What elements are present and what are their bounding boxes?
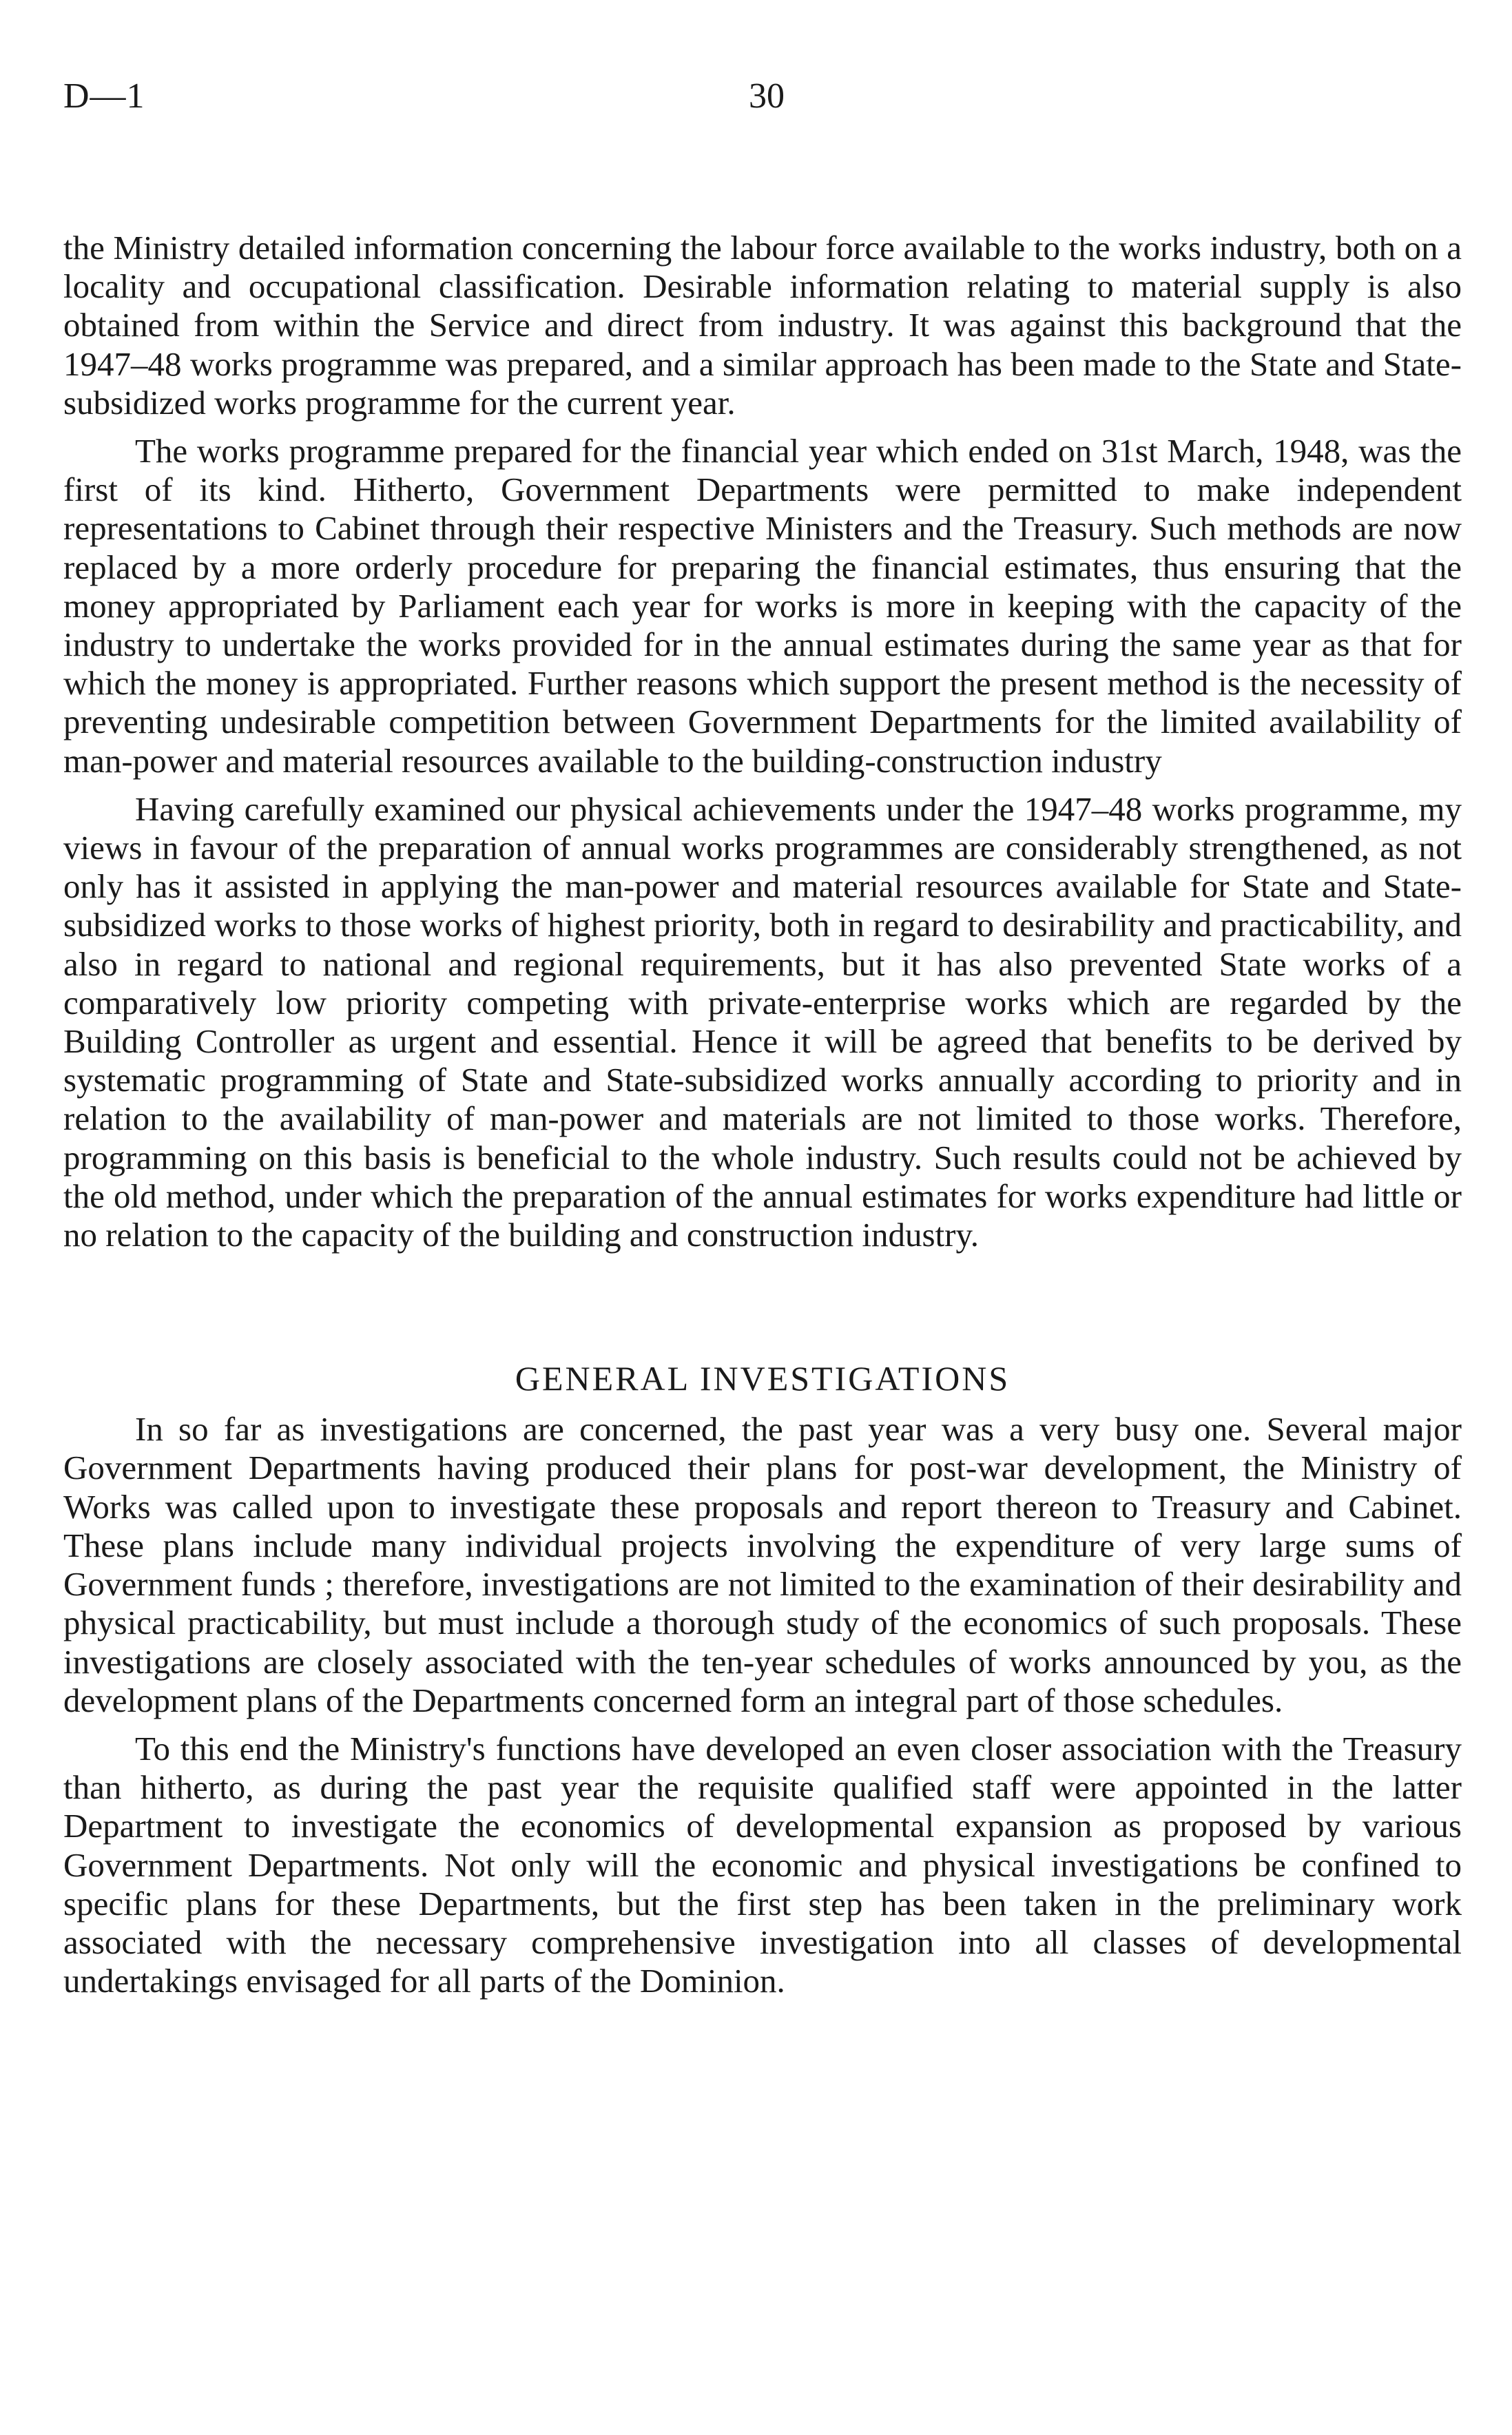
document-page [63,69,1462,2000]
section-general-investigations [63,1359,1462,2000]
section-heading: GENERAL INVESTIGATIONS [515,1359,1011,1398]
paragraph-works-programme-first-of-kind: The works programme prepared for the financial year which ended on 31st March, 1948, was the first of its kind. Hitherto, Government Departments were permitted to make independent representations to Cabinet through their respective Ministers and the Treasury. Such methods are now replaced by a more orderly procedure for preparing the financial estimates, thus ensuring that the money appropriated by Parliament each year for works is more in keeping with the capacity of the industry to undertake the works provided for in the annual estimates during the same year as that for which the money is appropriated. Further reasons which support the present method is the necessity of preventing undesirable competition between Government Departments for the limited availability of man-power and material resources available to the building-construction industry [63,432,1462,780]
paragraph-investigations-busy-year: In so far as investigations are concerned, the past year was a very busy one. Several major Government Departments having produced their plans for post-war development, the Ministry of Works was called upon to investigate these proposals and report thereon to Treasury and Cabinet. These plans include many individual projects involving the expenditure of very large sums of Government funds ; therefore, investigations are not limited to the examination of their desirability and physical practicability, but must include a thorough study of the economics of such proposals. These investigations are closely associated with the ten-year schedules of works announced by you, as the development plans of the Departments concerned form an integral part of those schedules. [63,1410,1462,1719]
paragraph-physical-achievements: Having carefully examined our physical achievements under the 1947–48 works programme, my views in favour of the preparation of annual works programmes are considerably strengthened, as not only has it assisted in applying the man-power and material resources available for State and State-subsidized works to those works of highest priority, both in regard to desirability and practicability, and also in regard to national and regional requirements, but it has also prevented State works of a comparatively low priority competing with private-enterprise works which are regarded by the Building Controller as urgent and essential. Hence it will be agreed that benefits to be derived by systematic programming of State and State-subsidized works annually according to priority and in relation to the availability of man-power and materials are not limited to those works. Therefore, programming on this basis is beneficial to the whole industry. Such results could not be achieved by the old method, under which the preparation of the annual estimates for works expenditure had little or no relation to the capacity of the building and construction industry. [63,789,1462,1254]
document-reference: D—1 [63,76,145,116]
paragraph-continuation: the Ministry detailed information concerning the labour force available to the works industry, both on a locality and occupational classification. Desirable information relating to material supply is also obtained from within the Service and direct from industry. It was against this background that the 1947–48 works programme was prepared, and a similar approach has been made to the State and State-subsidized works programme for the current year. [63,229,1462,422]
section-works-programme [63,229,1462,1254]
page-header [63,69,1462,131]
paragraph-treasury-association: To this end the Ministry's functions have developed an even closer association with the Treasury than hitherto, as during the past year the requisite qualified staff were appointed in the latter Department to investigate the economics of developmental expansion as proposed by various Government Departments. Not only will the economic and physical investigations be confined to specific plans for these Departments, but the first step has been taken in the preliminary work associated with the necessary comprehensive investigation into all classes of developmental undertakings envisaged for all parts of the Dominion. [63,1729,1462,2000]
page-number: 30 [749,76,785,116]
